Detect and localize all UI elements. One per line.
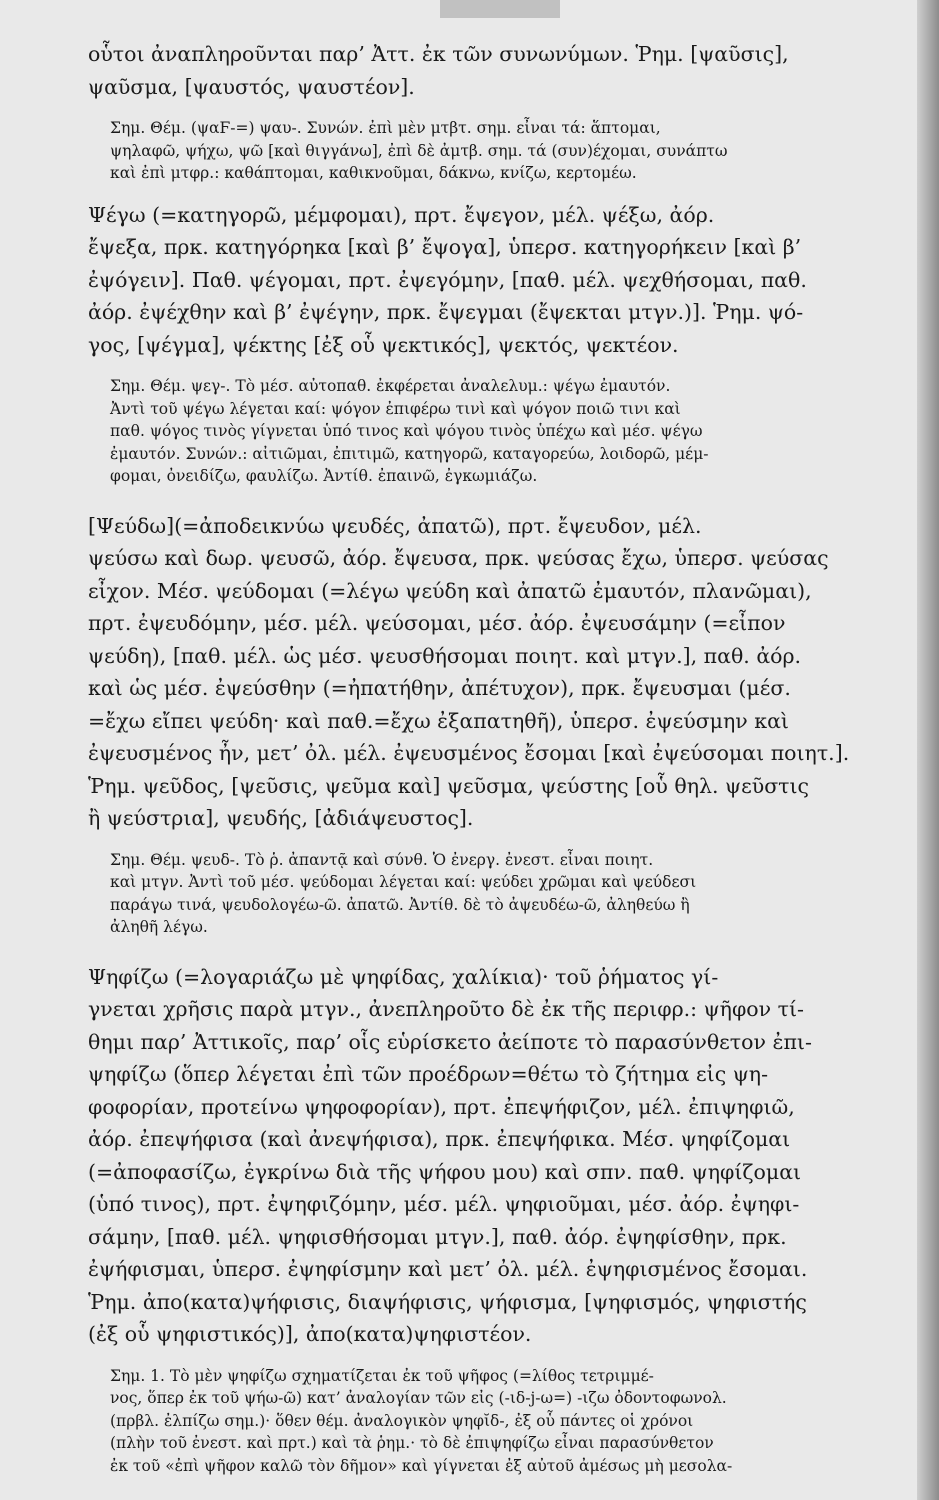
note-paragraph <box>110 375 910 488</box>
page-edge-shadow <box>917 0 939 1500</box>
text-line: (πρβλ. ἐλπίζω σημ.)· ὅθεν θέμ. ἀναλογικὸν ψηφῐδ-, ἐξ οὗ πάντες οἱ χρόνοι <box>110 1411 694 1430</box>
entry-paragraph <box>88 961 910 1351</box>
text-line: καὶ ὡς μέσ. ἐψεύσθην (=ἠπατήθην, ἀπέτυχον), πρκ. ἔψευσμαι (μέσ. <box>88 676 791 700</box>
text-line: εἶχον. Μέσ. ψεύδομαι (=λέγω ψεύδη καὶ ἀπατῶ ἐμαυτόν, πλανῶμαι), <box>88 578 812 603</box>
text-line: φοφορίαν, προτείνω ψηφοφορίαν), πρτ. ἐπεψήφιζον, μέλ. ἐπιψηφιῶ, <box>88 1094 795 1119</box>
text-line: ἐψόγειν]. Παθ. ψέγομαι, πρτ. ἐψεγόμην, [παθ. μέλ. ψεχθήσομαι, παθ. <box>88 267 807 292</box>
text-line: παθ. ψόγος τινὸς γίγνεται ὑπό τινος καὶ ψόγου τινὸς ὑπέχω καὶ μέσ. ψέγω <box>110 422 703 440</box>
text-line: Ψέγω (=κατηγορῶ, μέμφομαι), πρτ. ἔψεγον, μέλ. ψέξω, ἀόρ. <box>88 202 715 227</box>
text-line: Σημ. 1. Τὸ μὲν ψηφίζω σχηματίζεται ἐκ τοῦ ψῆφος (=λίθος τετριμμέ- <box>110 1366 654 1385</box>
text-line: γνεται χρῆσις παρὰ μτγν., ἀνεπληροῦτο δὲ ἐκ τῆς περιφρ.: ψῆφον τί- <box>88 997 804 1021</box>
text-line: ἐψήφισμαι, ὑπερσ. ἐψηφίσμην καὶ μετ’ ὀλ. μέλ. ἐψηφισμένος ἔσομαι. <box>88 1257 808 1281</box>
text-line: ψηφίζω (ὅπερ λέγεται ἐπὶ τῶν προέδρων=θέτω τὸ ζήτημα εἰς ψη- <box>88 1062 768 1086</box>
text-line: Σημ. Θέμ. (ψαϜ-=) ψαυ-. Συνών. ἐπὶ μὲν μτβτ. σημ. εἶναι τά: ἅπτομαι, <box>110 119 661 137</box>
text-line: Ῥημ. ἀπο(κατα)ψήφισις, διαψήφισις, ψήφισμα, [ψηφισμός, ψηφιστής <box>88 1289 807 1314</box>
text-line: πρτ. ἐψευδόμην, μέσ. μέλ. ψεύσομαι, μέσ. ἀόρ. ἐψευσάμην (=εἶπον <box>88 611 786 635</box>
text-line: ἀόρ. ἐπεψήφισα (καὶ ἀνεψήφισα), πρκ. ἐπεψήφικα. Μέσ. ψηφίζομαι <box>88 1127 791 1151</box>
text-line: Ῥημ. ψεῦδος, [ψεῦσις, ψεῦμα καὶ] ψεῦσμα, ψεύστης [οὗ θηλ. ψεῦστις <box>88 773 810 798</box>
text-line: καὶ μτγν. Ἀντὶ τοῦ μέσ. ψεύδομαι λέγεται καί: ψεύδει χρῶμαι καὶ ψεύδεσι <box>110 873 697 891</box>
text-line: ψεύσω καὶ δωρ. ψευσῶ, ἀόρ. ἔψευσα, πρκ. ψεύσας ἔχω, ὑπερσ. ψεύσας <box>88 546 829 570</box>
text-line: ἐκ τοῦ «ἐπὶ ψῆφον καλῶ τὸν δῆμον» καὶ γίγνεται ἐξ αὐτοῦ ἀμέσως μὴ μεσολα- <box>110 1456 733 1475</box>
note-paragraph <box>110 1365 910 1478</box>
note-paragraph <box>110 849 910 939</box>
page-text <box>88 38 910 1477</box>
text-line: φομαι, ὀνειδίζω, φαυλίζω. Ἀντίθ. ἐπαινῶ, ἐγκωμιάζω. <box>110 467 538 485</box>
text-line: καὶ ἐπὶ μτφρ.: καθάπτομαι, καθικνοῦμαι, δάκνω, κνίζω, κερτομέω. <box>110 164 637 182</box>
text-line: [Ψεύδω](=ἀποδεικνύω ψευδές, ἀπατῶ), πρτ. ἔψευδον, μέλ. <box>88 513 702 538</box>
note-paragraph <box>110 117 910 185</box>
top-page-mark <box>440 0 560 18</box>
text-line: θημι παρ’ Ἀττικοῖς, παρ’ οἷς εὑρίσκετο ἀείποτε τὸ παρασύνθετον ἐπι- <box>88 1029 812 1054</box>
text-line: Ἀντὶ τοῦ ψέγω λέγεται καί: ψόγον ἐπιφέρω τινὶ καὶ ψόγον ποιῶ τινι καὶ <box>110 399 681 418</box>
text-line: Σημ. Θέμ. ψεγ-. Τὸ μέσ. αὐτοπαθ. ἐκφέρεται ἀναλελυμ.: ψέγω ἐμαυτόν. <box>110 377 671 395</box>
text-line: (ἐξ οὗ ψηφιστικός)], ἀπο(κατα)ψηφιστέον. <box>88 1322 532 1346</box>
text-line: ἀόρ. ἐψέχθην καὶ β’ ἐψέγην, πρκ. ἔψεγμαι (ἔψεκται μτγν.)]. Ῥημ. ψό- <box>88 300 804 324</box>
text-line: (ὑπό τινος), πρτ. ἐψηφιζόμην, μέσ. μέλ. ψηφιοῦμαι, μέσ. ἀόρ. ἐψηφι- <box>88 1192 800 1216</box>
text-line: ψαῦσμα, [ψαυστός, ψαυστέον]. <box>88 74 415 99</box>
text-line: παράγω τινά, ψευδολογέω-ῶ. ἀπατῶ. Ἀντίθ. δὲ τὸ ἀψευδέω-ῶ, ἀληθεύω ἢ <box>110 895 690 914</box>
text-line: ἐμαυτόν. Συνών.: αἰτιῶμαι, ἐπιτιμῶ, κατηγορῶ, καταγορεύω, λοιδορῶ, μέμ- <box>110 444 709 463</box>
text-line: (πλὴν τοῦ ἐνεστ. καὶ πρτ.) καὶ τὰ ῥημ.· τὸ δὲ ἐπιψηφίζω εἶναι παρασύνθετον <box>110 1434 714 1452</box>
text-line: ἐψευσμένος ἦν, μετ’ ὀλ. μέλ. ἐψευσμένος ἔσομαι [καὶ ἐψεύσομαι ποιητ.]. <box>88 741 850 765</box>
text-line: ψηλαφῶ, ψήχω, ψῶ [καὶ θιγγάνω], ἐπὶ δὲ ἀμτβ. σημ. τά (συν)έχομαι, συνάπτω <box>110 141 728 160</box>
text-line: ἔψεξα, πρκ. κατηγόρηκα [καὶ β’ ἔψογα], ὑπερσ. κατηγορήκειν [καὶ β’ <box>88 235 802 259</box>
entry-paragraph <box>88 510 910 835</box>
text-line: Σημ. Θέμ. ψευδ-. Τὸ ῥ. ἀπαντᾷ καὶ σύνθ. Ὁ ἐνεργ. ἐνεστ. εἶναι ποιητ. <box>110 850 654 869</box>
text-line: οὗτοι ἀναπληροῦνται παρ’ Ἀττ. ἐκ τῶν συνωνύμων. Ῥημ. [ψαῦσις], <box>88 42 789 66</box>
text-line: =ἔχω εἴπει ψεύδη· καὶ παθ.=ἔχω ἐξαπατηθῆ), ὑπερσ. ἐψεύσμην καὶ <box>88 708 789 733</box>
text-line: Ψηφίζω (=λογαριάζω μὲ ψηφίδας, χαλίκια)· τοῦ ῥήματος γί- <box>88 964 719 989</box>
text-line: γος, [ψέγμα], ψέκτης [ἐξ οὗ ψεκτικός], ψεκτός, ψεκτέον. <box>88 332 679 357</box>
text-line: νος, ὅπερ ἐκ τοῦ ψήω-ῶ) κατ’ ἀναλογίαν τῶν εἰς (-ιδ-j-ω=) -ιζω ὀδοντοφωνολ. <box>110 1389 727 1407</box>
text-line: ψεύδη), [παθ. μέλ. ὡς μέσ. ψευσθήσομαι ποιητ. καὶ μτγν.], παθ. ἀόρ. <box>88 643 802 668</box>
entry-paragraph <box>88 38 910 103</box>
entry-paragraph <box>88 199 910 362</box>
text-line: σάμην, [παθ. μέλ. ψηφισθήσομαι μτγν.], παθ. ἀόρ. ἐψηφίσθην, πρκ. <box>88 1224 787 1249</box>
text-line: ἢ ψεύστρια], ψευδής, [ἀδιάψευστος]. <box>88 806 474 830</box>
text-line: (=ἀποφασίζω, ἐγκρίνω διὰ τῆς ψήφου μου) καὶ σπν. παθ. ψηφίζομαι <box>88 1159 802 1184</box>
text-line: ἀληθῆ λέγω. <box>110 918 208 936</box>
